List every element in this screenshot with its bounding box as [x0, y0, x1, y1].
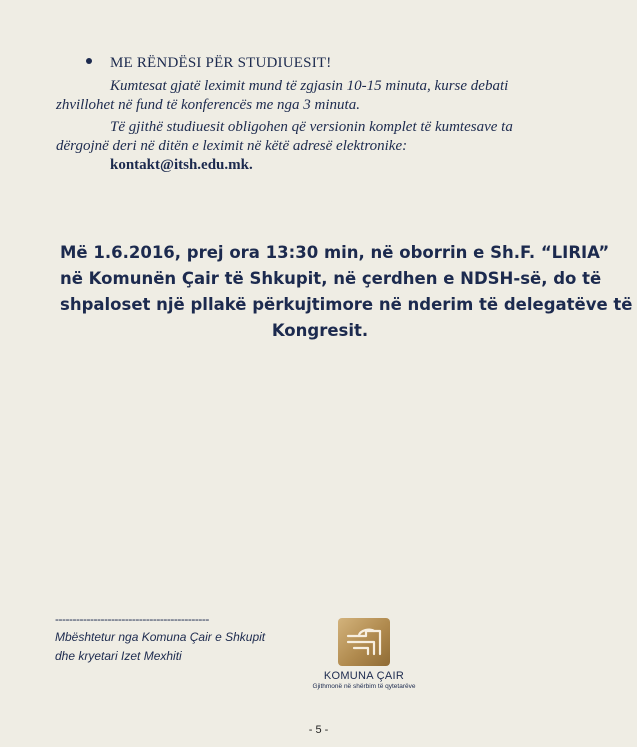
notice-bullet: [86, 54, 108, 71]
announcement-line: Më 1.6.2016, prej ora 13:30 min, në oborrin e Sh.F. “LIRIA”: [60, 243, 610, 262]
announcement: [60, 240, 633, 344]
sponsor-line: dhe kryetari Izet Mexhiti: [55, 649, 182, 663]
logo-name: KOMUNA ÇAIR: [323, 670, 405, 682]
announcement-line: Kongresit.: [271, 321, 369, 340]
announcement-line: shpaloset një pllakë përkujtimore në nderim të delegatëve të: [60, 295, 633, 314]
sponsor-line: Mbështetur nga Komuna Çair e Shkupit: [55, 630, 266, 644]
logo-tagline: Gjithmonë në shërbim të qytetarëve: [312, 683, 416, 690]
contact-email[interactable]: kontakt@itsh.edu.mk.: [110, 157, 253, 173]
municipality-logo-icon: [338, 618, 390, 666]
page-number: - 5 -: [308, 724, 329, 736]
notice-line: dërgojnë deri në ditën e leximit në këtë adresë elektronike:: [56, 138, 408, 154]
signature-divider: --------------------------------------------: [55, 612, 209, 626]
bullet-icon: [86, 58, 92, 64]
notice-line: zhvillohet në fund të konferencës me nga 3 minuta.: [56, 97, 360, 113]
announcement-line: në Komunën Çair të Shkupit, në çerdhen e NDSH-së, do të: [60, 269, 602, 288]
notice-heading: ME RËNDËSI PËR STUDIUESIT!: [110, 55, 332, 71]
notice-line: Të gjithë studiuesit obligohen që versionin komplet të kumtesave ta: [110, 119, 513, 135]
notice-line: Kumtesat gjatë leximit mund të zgjasin 10-15 minuta, kurse debati: [110, 78, 509, 94]
